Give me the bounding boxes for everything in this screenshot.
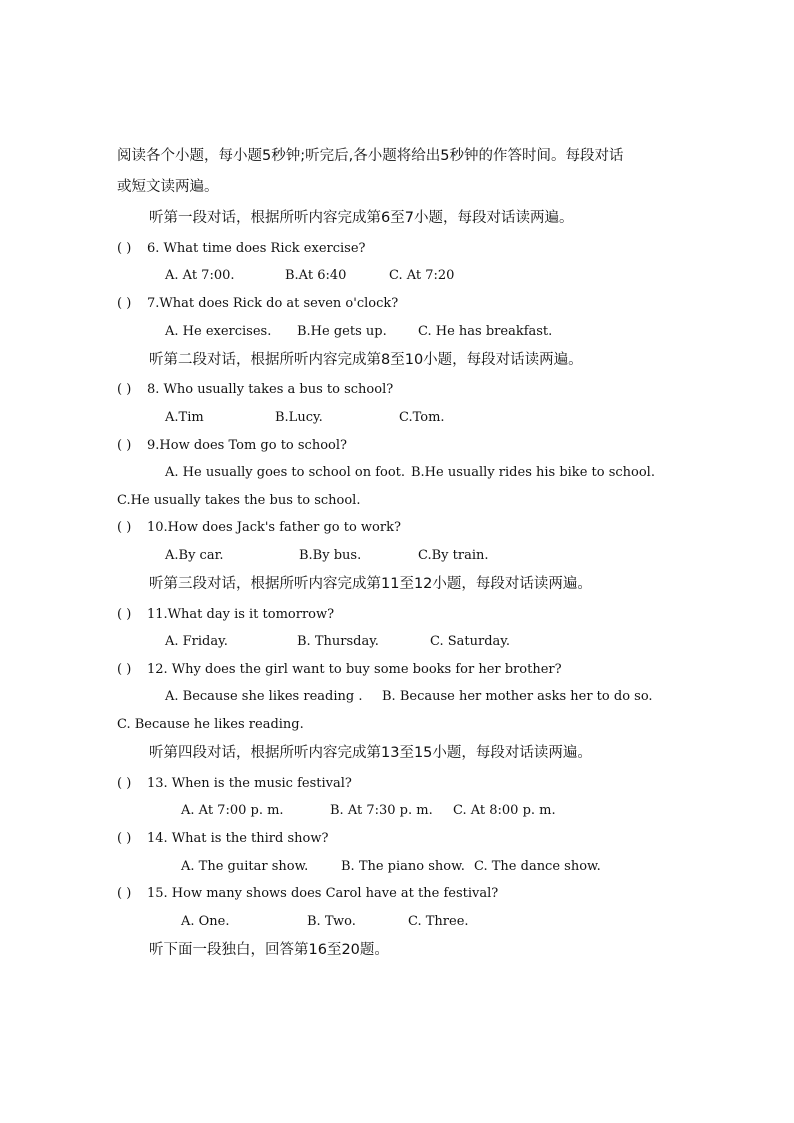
q11-option-a: A. Friday.	[165, 634, 228, 649]
section-4-heading: 听第四段对话，根据所听内容完成第13至15小题，每段对话读两遍。	[149, 745, 592, 761]
q11-option-b: B. Thursday.	[297, 634, 379, 649]
q15-option-a: A. One.	[181, 914, 230, 929]
question-10	[117, 519, 401, 537]
question-text: 13. When is the music festival?	[147, 776, 352, 791]
section-3-heading: 听第三段对话，根据所听内容完成第11至12小题，每段对话读两遍。	[149, 576, 592, 592]
q10-option-a: A.By car.	[165, 548, 224, 563]
q7-option-a: A. He exercises.	[165, 324, 272, 339]
question-8	[117, 381, 393, 399]
q6-option-b: B.At 6:40	[285, 268, 347, 283]
section-1-heading: 听第一段对话，根据所听内容完成第6至7小题，每段对话读两遍。	[149, 210, 574, 226]
answer-blank: ( )	[117, 662, 132, 677]
q7-option-c: C. He has breakfast.	[418, 324, 553, 339]
question-text: 14. What is the third show?	[147, 831, 329, 846]
q10-option-c: C.By train.	[418, 548, 489, 563]
answer-blank: ( )	[117, 438, 132, 453]
question-12	[117, 661, 562, 679]
q15-option-c: C. Three.	[408, 914, 469, 929]
q9-option-c: C.He usually takes the bus to school.	[117, 493, 361, 508]
q12-option-c: C. Because he likes reading.	[117, 717, 304, 732]
q8-option-c: C.Tom.	[399, 410, 445, 425]
answer-blank: ( )	[117, 382, 132, 397]
answer-blank: ( )	[117, 520, 132, 535]
q7-option-b: B.He gets up.	[297, 324, 387, 339]
question-text: 6. What time does Rick exercise?	[147, 241, 366, 256]
question-text: 7.What does Rick do at seven o'clock?	[147, 296, 399, 311]
question-text: 15. How many shows does Carol have at the festival?	[147, 886, 499, 901]
q14-option-c: C. The dance show.	[474, 859, 601, 874]
q13-option-a: A. At 7:00 p. m.	[181, 803, 284, 818]
question-14	[117, 830, 328, 848]
q13-option-b: B. At 7:30 p. m.	[330, 803, 433, 818]
question-text: 9.How does Tom go to school?	[147, 438, 347, 453]
q9-option-b: B.He usually rides his bike to school.	[411, 465, 655, 480]
question-text: 8. Who usually takes a bus to school?	[147, 382, 394, 397]
question-text: 12. Why does the girl want to buy some books for her brother?	[147, 662, 562, 677]
question-11	[117, 606, 334, 624]
answer-blank: ( )	[117, 607, 132, 622]
q8-option-a: A.Tim	[165, 410, 204, 425]
question-text: 10.How does Jack's father go to work?	[147, 520, 401, 535]
question-15	[117, 885, 498, 903]
answer-blank: ( )	[117, 831, 132, 846]
intro-line-1: 阅读各个小题，每小题5秒钟;听完后,各小题将给出5秒钟的作答时间。每段对话	[117, 148, 624, 164]
q12-option-b: B. Because her mother asks her to do so.	[382, 689, 653, 704]
section-5-heading: 听下面一段独白，回答第16至20题。	[149, 942, 389, 958]
q6-option-c: C. At 7:20	[389, 268, 455, 283]
q10-option-b: B.By bus.	[299, 548, 362, 563]
answer-blank: ( )	[117, 296, 132, 311]
question-text: 11.What day is it tomorrow?	[147, 607, 335, 622]
q15-option-b: B. Two.	[307, 914, 356, 929]
q9-option-a: A. He usually goes to school on foot.	[165, 465, 406, 480]
q6-option-a: A. At 7:00.	[165, 268, 235, 283]
q14-option-b: B. The piano show.	[341, 859, 465, 874]
question-7	[117, 295, 398, 313]
answer-blank: ( )	[117, 776, 132, 791]
q12-option-a: A. Because she likes reading .	[165, 689, 363, 704]
section-2-heading: 听第二段对话，根据所听内容完成第8至10小题，每段对话读两遍。	[149, 352, 583, 368]
q8-option-b: B.Lucy.	[275, 410, 323, 425]
question-9	[117, 437, 347, 455]
intro-line-2: 或短文读两遍。	[117, 179, 219, 195]
question-13	[117, 775, 352, 793]
q13-option-c: C. At 8:00 p. m.	[453, 803, 556, 818]
question-6	[117, 240, 366, 258]
answer-blank: ( )	[117, 886, 132, 901]
q11-option-c: C. Saturday.	[430, 634, 511, 649]
q14-option-a: A. The guitar show.	[181, 859, 309, 874]
answer-blank: ( )	[117, 241, 132, 256]
